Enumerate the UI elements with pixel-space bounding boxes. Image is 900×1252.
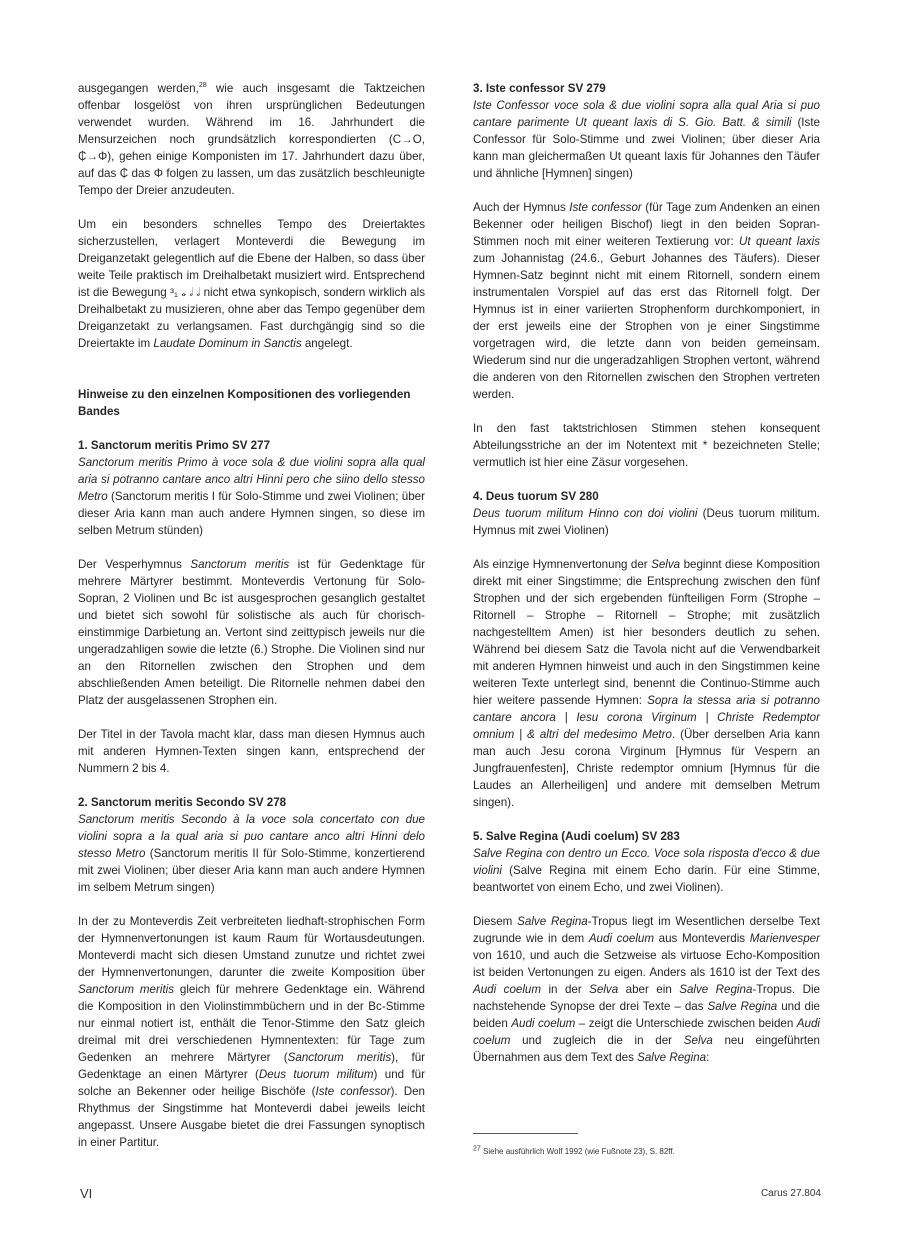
text-run: -Tropus liegt im Wesentlichen derselbe Text zugrunde wie in dem bbox=[473, 915, 820, 945]
text-run: beginnt diese Komposition direkt mit einer Singstimme; die Entsprechung zwischen den fünf Strophen und der sich ergebenden fünfteiligen Form (Strophe – Ritornell – Strophe – Ritornell – Strophe; mit zusätzlich nachgestelltem Amen) ist hier besonders deutlich zu sehen. Während bei diesem Satz die Tavola nicht auf die Verwendbarkeit mit anderen Hymnen hinweist und auch in den Singstimmen keine weiteren Texte unterlegt sind, benennt die Continuo-Stimme auch hier weitere passende Hymnen: bbox=[473, 558, 820, 707]
text-run: ) und für solche an Bekenner oder heilige Bischöfe ( bbox=[78, 1068, 425, 1098]
entry-description bbox=[473, 97, 820, 182]
translation: (Deus tuorum militum. Hymnus mit zwei Violinen) bbox=[473, 507, 821, 537]
work-title: Sanctorum meritis bbox=[190, 558, 290, 571]
text-run: und zugleich die in der bbox=[510, 1034, 684, 1047]
intro-paragraph-2 bbox=[78, 216, 425, 352]
translation: (Iste Confessor für Solo-Stimme und zwei Violinen; über dieser Aria kann man gleichermaßen Ut queant laxis für Johannes den Täufer und ähnliche [Hymnen] singen) bbox=[473, 116, 820, 180]
footnote-text: Siehe ausführlich Wolf 1992 (wie Fußnote 23), S. 82ff. bbox=[480, 1147, 675, 1156]
work-title: Audi coelum bbox=[588, 932, 655, 945]
work-title: Deus tuorum militum bbox=[258, 1068, 374, 1081]
entry-4 bbox=[473, 488, 820, 539]
work-title: Audi coelum bbox=[473, 1017, 820, 1047]
entry-1-paragraph-2: Der Titel in der Tavola macht klar, dass man diesen Hymnus auch mit anderen Hymnen-Texten singen kann, entsprechend der Nummern 2 bis 4. bbox=[78, 728, 425, 775]
entry-description bbox=[78, 454, 425, 539]
entry-5-paragraph-1 bbox=[473, 913, 820, 1066]
text-run: gleich für mehrere Gedenktage ein. Während die Komposition in den Violinstimmbüchern und in der Bc-Stimme nur einmal notiert ist, enthält die Tenor-Stimme den Satz gleich dreimal mit drei verschiedenen Hymnentexten: für Tage zum Gedenken an mehrere Märtyrer ( bbox=[78, 983, 425, 1064]
entry-1-paragraph-1 bbox=[78, 556, 425, 709]
entry-3-paragraph-1 bbox=[473, 199, 820, 403]
footnote bbox=[473, 1146, 820, 1157]
right-column bbox=[473, 80, 820, 1083]
text-run: aber ein bbox=[618, 983, 680, 996]
entry-3-paragraph-2: In den fast taktstrichlosen Stimmen stehen konsequent Abteilungsstriche an der im Notentext mit * bezeichneten Stelle; vermutlich ist hier eine Zäsur vorgesehen. bbox=[473, 422, 820, 469]
publisher-reference: Carus 27.804 bbox=[760, 1188, 821, 1199]
work-title: Iste confessor bbox=[569, 201, 642, 214]
intro-paragraph-1 bbox=[78, 80, 425, 199]
entry-3 bbox=[473, 80, 820, 182]
entry-description bbox=[473, 845, 820, 896]
entry-heading: 3. Iste confessor SV 279 bbox=[473, 82, 606, 95]
text-run: neu eingeführten Übernahmen aus dem Text des bbox=[473, 1034, 821, 1064]
work-title: Marienvesper bbox=[749, 932, 820, 945]
translation: (Salve Regina mit einem Echo darin. Für eine Stimme, beantwortet von einem Echo, und zwei Violinen). bbox=[473, 864, 820, 894]
original-title: Sanctorum meritis Secondo à la voce sola concertato con due violini sopra a la qual aria si puo cantare anco altri Hinni delo stesso Metro bbox=[78, 813, 425, 860]
work-title: Audi coelum bbox=[473, 983, 542, 996]
entry-2-paragraph-1 bbox=[78, 913, 425, 1151]
original-title: Sanctorum meritis Primo à voce sola & due violini sopra alla qual aria si potranno cantare anco altri Hinni pero che siino dello stesso Metro bbox=[78, 456, 425, 503]
work-title: Ut queant laxis bbox=[739, 235, 820, 248]
text-run: Auch der Hymnus bbox=[473, 201, 570, 214]
translation: (Sanctorum meritis I für Solo-Stimme und zwei Violinen; über dieser Aria kann man auch andere Hymnen singen, so diese im selben Metrum stünden) bbox=[78, 490, 425, 537]
entry-1 bbox=[78, 437, 425, 539]
text-run: aus Monteverdis bbox=[654, 932, 750, 945]
text-run: und die beiden bbox=[473, 1000, 820, 1030]
entry-description bbox=[78, 811, 425, 896]
text-run: ist für Gedenktage für mehrere Märtyrer bestimmt. Monteverdis Vertonung für Solo-Sopran, 2 Violinen und Bc ist ausgesprochen gesanglich gestaltet und bietet sich sowohl für solistische als auch für chorisch-einstimmige Darbietung an. Vertont sind zeittypisch jeweils nur die ungeradzahligen sowie die letzte (6.) Strophe. Die Violinen sind nur an den Ritornellen zwischen den Strophen und dem abschließenden Amen beteiligt. Die Ritornelle nehmen dabei den Platz der ausgelassenen Strophen ein. bbox=[78, 558, 425, 707]
original-title: Iste Confessor voce sola & due violini sopra alla qual Aria si puo cantare parimente Ut queant laxis di S. Gio. Batt. & simili bbox=[473, 99, 820, 129]
text-run: wie auch insgesamt die Taktzeichen offenbar losgelöst von ihren ursprünglichen Bedeutungen verwendet wurden. Während im 16. Jahrhundert die Mensurzeichen noch grundsätzlich korrespondierten (C→O, ₵→Φ), gehen einige Komponisten im 17. Jahrhundert dazu über, auf das ₵ das Φ folgen zu lassen, um das zusätzlich beschleunigte Tempo der Dreier anzudeuten. bbox=[78, 82, 425, 197]
text-run: angelegt. bbox=[301, 337, 353, 350]
text-run: ausgegangen werden, bbox=[78, 82, 199, 95]
entry-5 bbox=[473, 828, 820, 896]
work-title: Salve Regina bbox=[707, 1000, 778, 1013]
text-run: -Tropus. Die nachstehende Synopse der drei Texte – das bbox=[473, 983, 821, 1013]
work-title: Salve Regina bbox=[637, 1051, 707, 1064]
entry-heading: 5. Salve Regina (Audi coelum) SV 283 bbox=[473, 830, 680, 843]
entry-2 bbox=[78, 794, 425, 896]
entry-4-paragraph-1 bbox=[473, 556, 820, 811]
original-title: Deus tuorum militum Hinno con doi violini bbox=[473, 507, 698, 520]
entry-description bbox=[473, 505, 820, 539]
footnote-divider bbox=[473, 1133, 578, 1134]
text-run: Als einzige Hymnenvertonung der bbox=[473, 558, 652, 571]
section-heading: Hinweise zu den einzelnen Kompositionen des vorliegenden Bandes bbox=[78, 388, 411, 418]
work-title: Selva bbox=[683, 1034, 713, 1047]
text-run: In der zu Monteverdis Zeit verbreiteten liedhaft-strophischen Form der Hymnenvertonungen ist kaum Raum für Wortausdeutungen. Monteverdi macht sich diesen Umstand zunutze und richtet zwei der Hymnenvertonungen, darunter die zweite Komposition über bbox=[78, 915, 425, 979]
text-run: : bbox=[706, 1051, 710, 1064]
left-column bbox=[78, 80, 425, 1168]
work-title: Iste confessor bbox=[315, 1085, 391, 1098]
work-title: Audi coelum bbox=[511, 1017, 576, 1030]
work-title: Laudate Dominum in Sanctis bbox=[153, 337, 302, 350]
footnote-number: 27 bbox=[473, 1145, 481, 1153]
text-run: von 1610, und auch die Setzweise als virtuose Echo-Komposition ist beiden Vertonungen zu eigen. Anders als 1610 ist der Text des bbox=[473, 949, 820, 979]
work-title: Sopra la stessa aria si potranno cantare ancora | Iesu corona Virginum | Christe Redemptor omnium | & altri del medesimo Metro bbox=[473, 694, 820, 741]
original-title: Salve Regina con dentro un Ecco. Voce sola risposta d'ecco & due violini bbox=[473, 847, 820, 877]
work-title: Salve Regina bbox=[679, 983, 753, 996]
translation: (Sanctorum meritis II für Solo-Stimme, konzertierend mit zwei Violinen; über dieser Aria kann man auch andere Hymnen im selbem Metrum singen) bbox=[78, 847, 425, 894]
work-title: Sanctorum meritis bbox=[78, 983, 175, 996]
section-notes bbox=[78, 386, 425, 420]
text-run: Um ein besonders schnelles Tempo des Dreiertaktes sicherzustellen, verlagert Monteverdi die Bewegung im Dreiganzetakt gelegentlich auf die Ebene der Halben, so dass über weite Teile praktisch im Dreihalbetakt musiziert wird. Entsprechend ist die Bewegung ³₁ 𝅝 𝅗𝅥 𝅗𝅥 nicht etwa synkopisch, sondern wirklich als Dreihalbetakt zu musizieren, ohne aber das Tempo gegenüber dem Dreiganzetakt zu verlangsamen. Fast durchgängig sind so die Dreiertakte im bbox=[78, 218, 425, 350]
work-title: Selva bbox=[589, 983, 619, 996]
entry-heading: 1. Sanctorum meritis Primo SV 277 bbox=[78, 439, 271, 452]
text-run: Diesem bbox=[473, 915, 518, 928]
text-run: Der Vesperhymnus bbox=[78, 558, 191, 571]
work-title: Salve Regina bbox=[517, 915, 588, 928]
text-run: ), für Gedenktage an einen Märtyrer ( bbox=[78, 1051, 426, 1081]
text-run: in der bbox=[541, 983, 590, 996]
text-run: zum Johannistag (24.6., Geburt Johannes des Täufers). Dieser Hymnen-Satz beginnt nicht mit einem Ritornell, sondern einem instrumentalen Vorspiel auf das erst das Ritornell folgt. Der Hymnus ist in einer variierten Strophenform durchkomponiert, in der erst jeweils eine der Strophen von je einer Singstimme vorgetragen wird, die letzte dann von beiden gemeinsam. Wiederum sind nur die ungeradzahligen Strophen vertont, während die anderen von den Ritornellen zwischen den Strophen vertreten werden. bbox=[473, 252, 820, 401]
text-run: ). Den Rhythmus der Singstimme hat Monteverdi dabei jeweils leicht angepasst. Unsere Ausgabe bietet die drei Fassungen synoptisch in einer Partitur. bbox=[78, 1085, 425, 1149]
page-number: VI bbox=[80, 1186, 93, 1201]
text-run: . (Über derselben Aria kann man auch Jesu corona Virginum [Hymnus für Vespern an Jungfrauenfesten], Christe redemptor omnium [Hymnus für die Laudes an Allerheiligen] und andere mit demselben Metrum singen). bbox=[473, 728, 820, 809]
entry-heading: 4. Deus tuorum SV 280 bbox=[473, 490, 599, 503]
work-title: Selva bbox=[651, 558, 681, 571]
entry-heading: 2. Sanctorum meritis Secondo SV 278 bbox=[78, 796, 287, 809]
footnote-ref: 28 bbox=[198, 82, 207, 90]
work-title: Sanctorum meritis bbox=[287, 1051, 392, 1064]
text-run: (für Tage zum Andenken an einen Bekenner oder heiligen Bischof) liegt in den beiden Sopran-Stimmen noch mit einer weiteren Textierung vor: bbox=[473, 201, 820, 248]
text-run: – zeigt die Unterschiede zwischen beiden bbox=[575, 1017, 797, 1030]
